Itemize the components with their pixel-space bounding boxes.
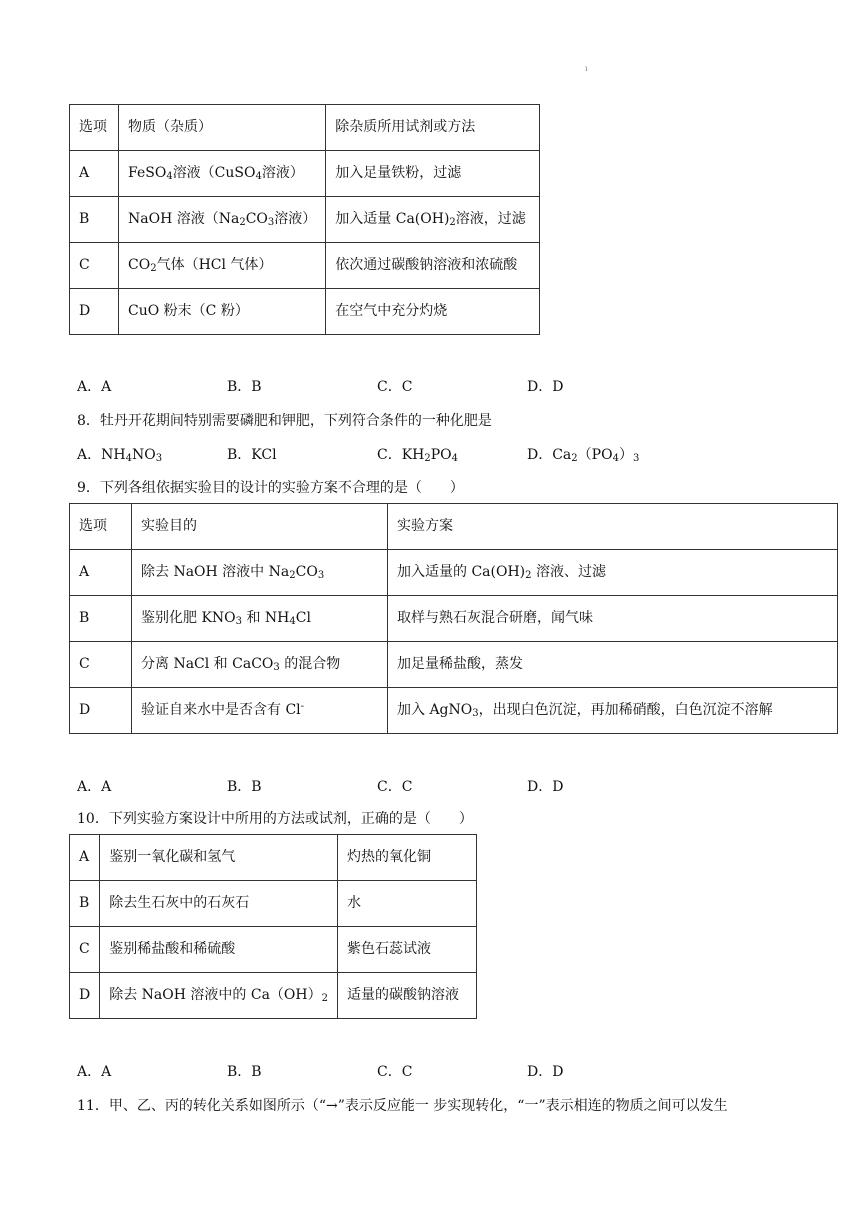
option-a: A．$NH_4NO_3$: [77, 447, 163, 464]
option-d: D．D: [527, 779, 564, 795]
table-cell: 鉴别化肥 $KNO_3$ 和 $NH_4Cl$: [132, 596, 388, 642]
table-cell: A: [70, 151, 119, 197]
table-row: [70, 243, 540, 289]
table-row: [70, 688, 838, 734]
table-row: [70, 197, 540, 243]
option-a: A．A: [77, 379, 112, 395]
table-cell: 适量的碳酸钠溶液: [338, 973, 477, 1019]
table-cell: B: [70, 881, 100, 927]
q9-table: [69, 503, 838, 734]
table-cell: A: [70, 835, 100, 881]
option-a: A．A: [77, 1064, 112, 1080]
table-cell: CuO 粉末（C 粉）: [119, 289, 326, 335]
q8-options: [77, 444, 677, 464]
table-row: [70, 596, 838, 642]
table-row: [70, 642, 838, 688]
table-row: [70, 289, 540, 335]
table-cell: 加入 AgNO$_3$，出现白色沉淀，再加稀硝酸，白色沉淀不溶解: [388, 688, 838, 734]
option-c: C．$KH_2PO_4$: [377, 447, 459, 464]
table-cell: 紫色石蕊试液: [338, 927, 477, 973]
option-b: B．B: [227, 779, 262, 795]
option-b: B．KCl: [227, 447, 277, 463]
table-cell: D: [70, 289, 119, 335]
option-d: D．D: [527, 379, 564, 395]
table-cell: NaOH 溶液（$Na_2CO_3$溶液）: [119, 197, 326, 243]
option-d: D．$Ca_2(PO_4)_3$: [527, 447, 640, 464]
table-header-cell: 实验目的: [132, 504, 388, 550]
q9-options: [77, 776, 677, 796]
table-cell: 鉴别稀盐酸和稀硫酸: [100, 927, 338, 973]
q10-table: [69, 834, 477, 1019]
table-cell: 鉴别一氧化碳和氢气: [100, 835, 338, 881]
table-cell: 加入足量铁粉，过滤: [326, 151, 540, 197]
option-c: C．C: [377, 379, 413, 395]
table-row: [70, 151, 540, 197]
q9-stem: 9．下列各组依据实验目的设计的实验方案不合理的是（ ）: [77, 480, 464, 496]
table-header-cell: 选项: [70, 105, 119, 151]
table-cell: 分离 NaCl 和 CaCO$_3$ 的混合物: [132, 642, 388, 688]
table-cell: C: [70, 642, 132, 688]
table-row: [70, 927, 477, 973]
option-d: D．D: [527, 1064, 564, 1080]
table-cell: D: [70, 973, 100, 1019]
table-cell: 加足量稀盐酸，蒸发: [388, 642, 838, 688]
table-cell: C: [70, 243, 119, 289]
q7-table: [69, 104, 540, 335]
table-cell: 依次通过碳酸钠溶液和浓硫酸: [326, 243, 540, 289]
table-cell: 加入适量 $Ca(OH)_2$溶液，过滤: [326, 197, 540, 243]
table-cell: B: [70, 197, 119, 243]
table-row: [70, 973, 477, 1019]
table-cell: C: [70, 927, 100, 973]
option-c: C．C: [377, 779, 413, 795]
table-header-cell: 物质（杂质）: [119, 105, 326, 151]
table-cell: 验证自来水中是否含有 Cl-: [132, 688, 388, 734]
table-header-cell: 除杂质所用试剂或方法: [326, 105, 540, 151]
q10-stem: 10．下列实验方案设计中所用的方法或试剂，正确的是（ ）: [77, 811, 473, 827]
table-cell: 灼热的氧化铜: [338, 835, 477, 881]
table-row: [70, 881, 477, 927]
table-cell: 水: [338, 881, 477, 927]
table-cell: B: [70, 596, 132, 642]
q11-stem: 11．甲、乙、丙的转化关系如图所示（“→”表示反应能一 步实现转化，“一”表示相连的物质之间可以发生: [77, 1098, 728, 1114]
table-cell: $CO_2$气体（HCl 气体）: [119, 243, 326, 289]
table-cell: FeSO$_4$溶液（CuSO$_4$溶液）: [119, 151, 326, 197]
option-b: B．B: [227, 1064, 262, 1080]
table-row: [70, 550, 838, 596]
option-c: C．C: [377, 1064, 413, 1080]
q8-stem: 8．牡丹开花期间特别需要磷肥和钾肥，下列符合条件的一种化肥是: [77, 413, 492, 429]
option-b: B．B: [227, 379, 262, 395]
table-row: [70, 835, 477, 881]
table-header-row: [70, 504, 838, 550]
option-a: A．A: [77, 779, 112, 795]
table-header-cell: 选项: [70, 504, 132, 550]
q10-options: [77, 1061, 677, 1081]
table-cell: 除去 NaOH 溶液中的 $Ca(OH)_2$: [100, 973, 338, 1019]
table-cell: 在空气中充分灼烧: [326, 289, 540, 335]
table-header-row: [70, 105, 540, 151]
table-cell: 除去 NaOH 溶液中 $Na_2CO_3$: [132, 550, 388, 596]
table-cell: A: [70, 550, 132, 596]
page-mark: ı: [585, 64, 588, 73]
table-cell: 加入适量的 $Ca(OH)_2$ 溶液、过滤: [388, 550, 838, 596]
table-header-cell: 实验方案: [388, 504, 838, 550]
table-cell: 除去生石灰中的石灰石: [100, 881, 338, 927]
table-cell: 取样与熟石灰混合研磨，闻气味: [388, 596, 838, 642]
table-cell: D: [70, 688, 132, 734]
q7-options: [77, 376, 677, 396]
